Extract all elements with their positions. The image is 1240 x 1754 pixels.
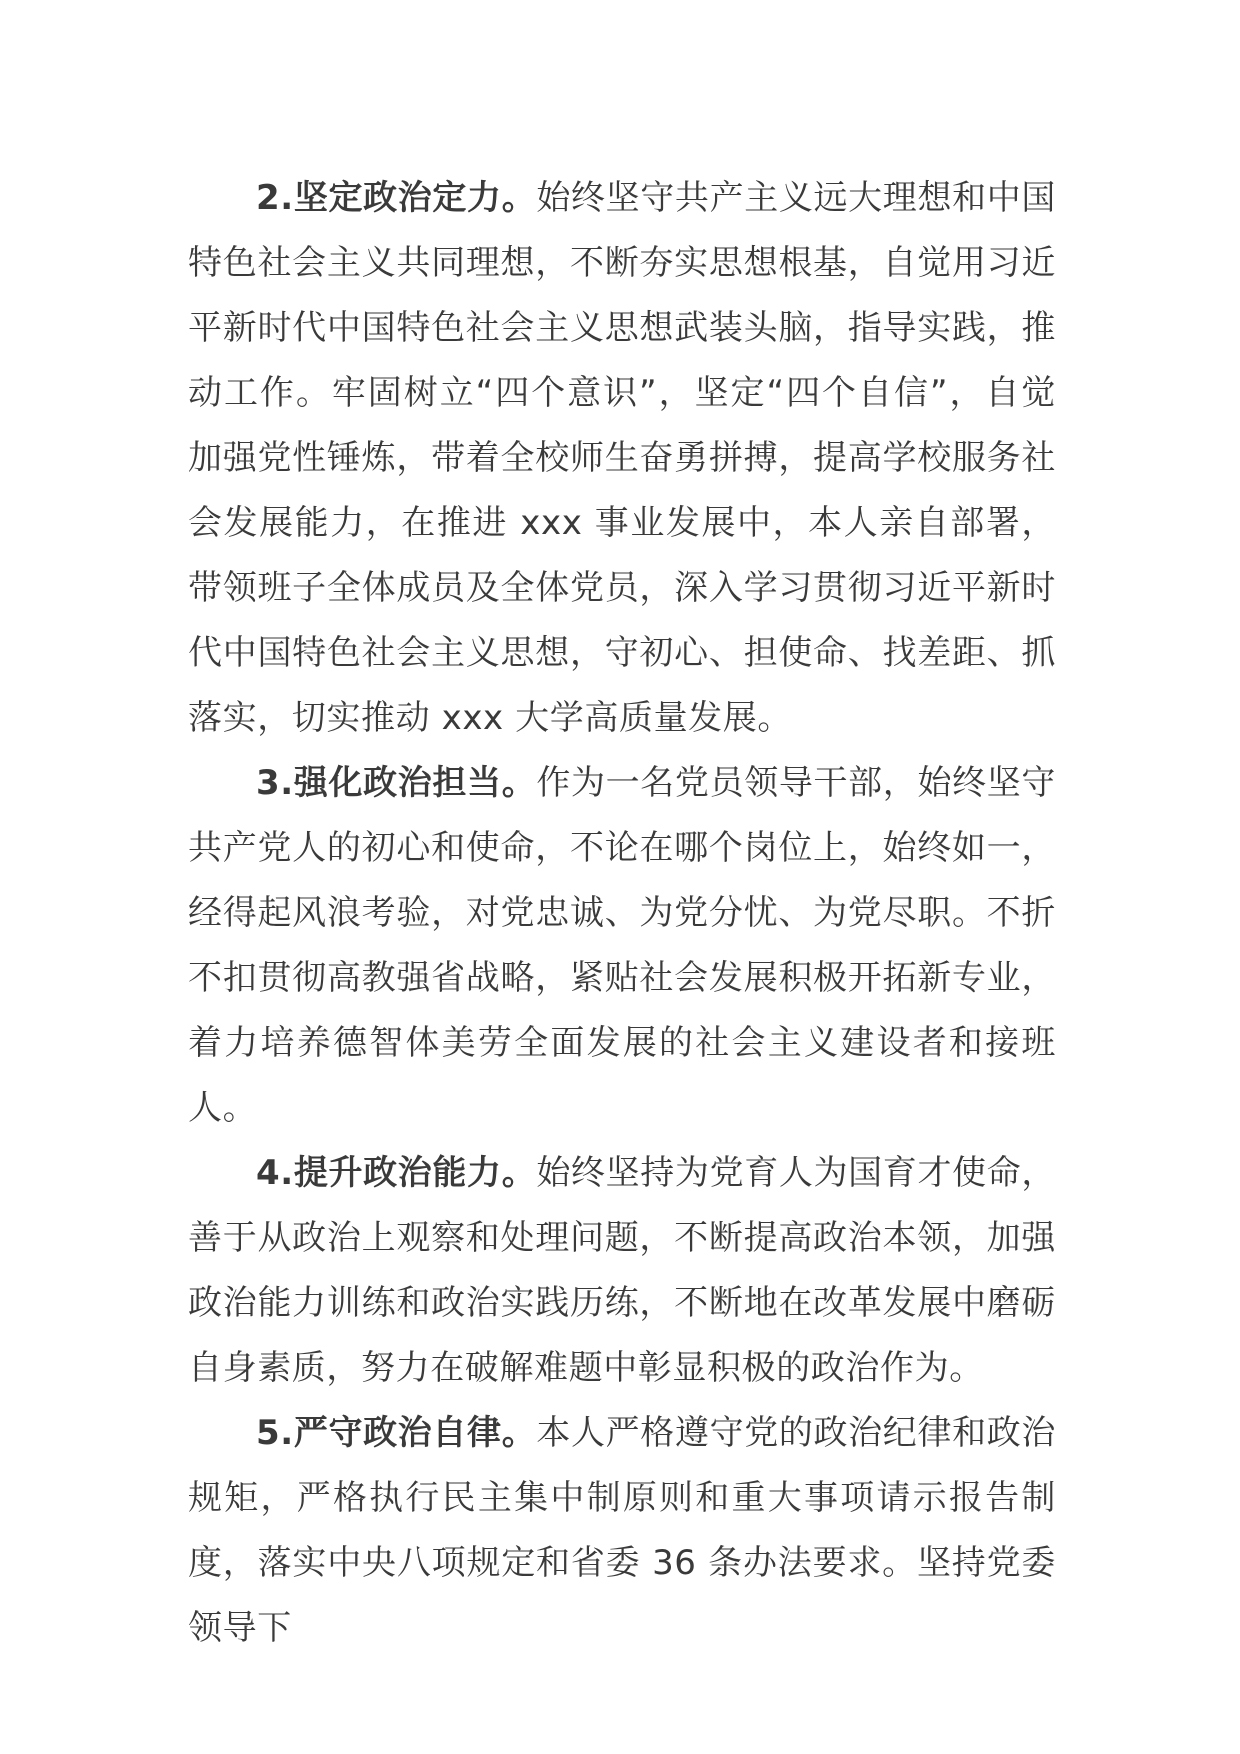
paragraph-firm-political-resolve xyxy=(188,166,1056,751)
paragraph-text: 始终坚守共产主义远大理想和中国特色社会主义共同理想，不断夯实思想根基，自觉用习近平新时代中国特色社会主义思想武装头脑，指导实践，推动工作。牢固树立“四个意识”，坚定“四个自信”，自觉加强党性锤炼，带着全校师生奋勇拼搏，提高学校服务社会发展能力，在推进 xxx 事业发展中，本人亲自部署，带领班子全体成员及全体党员，深入学习贯彻习近平新时代中国特色社会主义思想，守初心、担使命、找差距、抓落实，切实推动 xxx 大学高质量发展。 xyxy=(188,178,1056,738)
paragraph-political-self-discipline xyxy=(188,1401,1056,1661)
paragraph-text: 始终坚持为党育人为国育才使命，善于从政治上观察和处理问题，不断提高政治本领，加强政治能力训练和政治实践历练，不断地在改革发展中磨砺自身素质，努力在破解难题中彰显积极的政治作为。 xyxy=(188,1153,1056,1388)
document-body xyxy=(188,166,1056,1661)
paragraph-heading: 4.提升政治能力。 xyxy=(256,1153,537,1193)
paragraph-heading: 2.坚定政治定力。 xyxy=(256,178,537,218)
paragraph-heading: 3.强化政治担当。 xyxy=(256,763,537,803)
paragraph-heading: 5.严守政治自律。 xyxy=(256,1413,537,1453)
paragraph-text: 作为一名党员领导干部，始终坚守共产党人的初心和使命，不论在哪个岗位上，始终如一，经得起风浪考验，对党忠诚、为党分忧、为党尽职。不折不扣贯彻高教强省战略，紧贴社会发展积极开拓新专业，着力培养德智体美劳全面发展的社会主义建设者和接班人。 xyxy=(188,763,1056,1128)
paragraph-political-capability xyxy=(188,1141,1056,1401)
paragraph-political-responsibility xyxy=(188,751,1056,1141)
paragraph-text: 本人严格遵守党的政治纪律和政治规矩，严格执行民主集中制原则和重大事项请示报告制度，落实中央八项规定和省委 36 条办法要求。坚持党委领导下 xyxy=(188,1413,1056,1648)
